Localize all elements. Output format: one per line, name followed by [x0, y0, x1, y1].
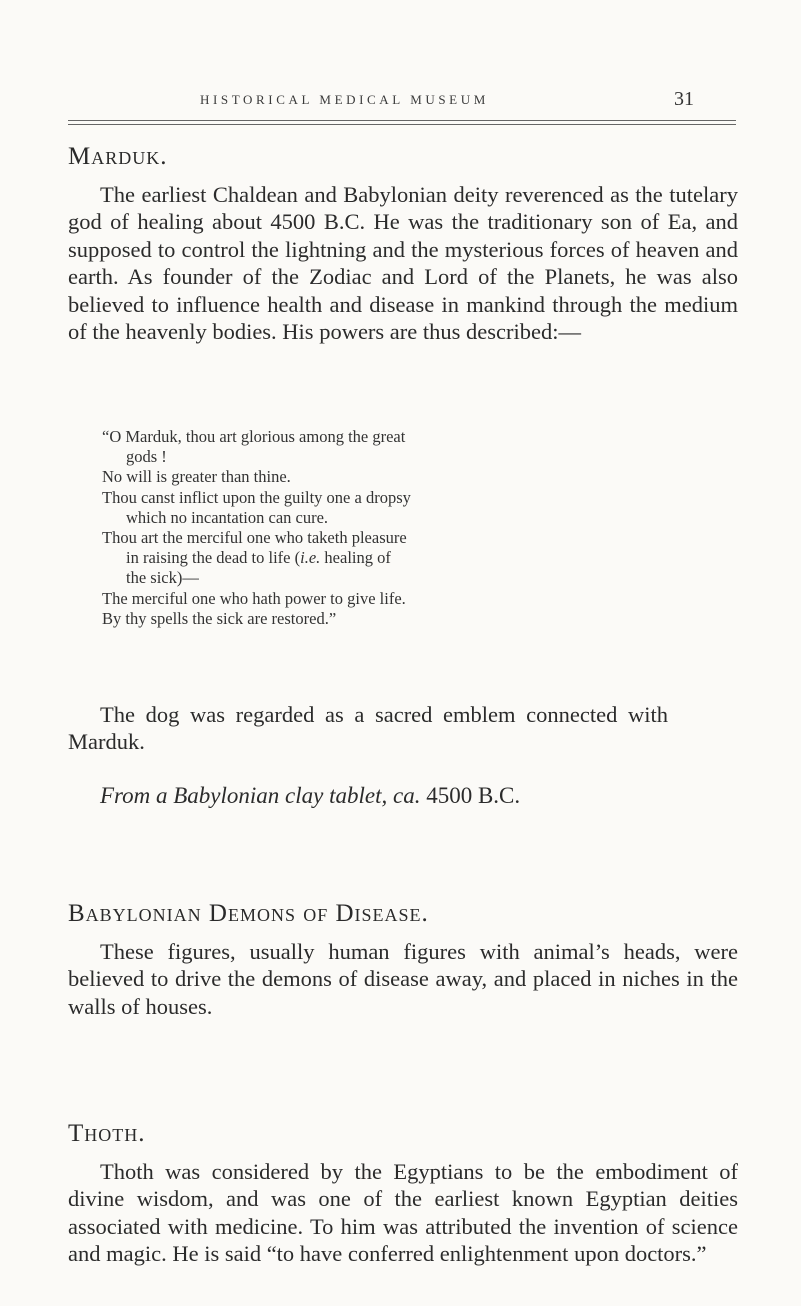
header-rule-top [68, 120, 736, 121]
page-number: 31 [674, 88, 694, 110]
marduk-caption [100, 783, 520, 809]
quote-fragment: in raising the dead to life ( [126, 548, 301, 568]
quote-line: No will is greater than thine. [102, 467, 291, 487]
quote-line: The merciful one who hath power to give life. [102, 588, 406, 608]
quote-ie: i.e. [300, 548, 321, 568]
quote-line [102, 548, 722, 568]
header-rule-bottom [68, 124, 736, 125]
paragraph-marduk: The earliest Chaldean and Babylonian deity reverenced as the tutelary god of healing about 4500 B.C. He was the traditionary son of Ea, and supposed to control the lightning and the mysterious forces of heaven and earth. As founder of the Zodiac and Lord of the Planets, he was also believed to influence health and disease in mankind through the medium of the heavenly bodies. His powers are thus described:— [68, 182, 738, 345]
quote-line: By thy spells the sick are restored.” [102, 608, 337, 628]
quote-fragment: healing of [320, 548, 391, 568]
heading-marduk: Marduk. [68, 143, 168, 170]
caption-date: 4500 B.C. [420, 783, 521, 808]
quote-line: which no incantation can cure. [126, 507, 329, 527]
quote-line: the sick)— [126, 568, 199, 588]
marduk-quotation [102, 427, 722, 629]
quote-line: “O Marduk, thou art glorious among the great [102, 427, 406, 446]
heading-demons: Babylonian Demons of Disease. [68, 900, 429, 927]
paragraph-thoth: Thoth was considered by the Egyptians to be the embodiment of divine wisdom, and was one of the earliest known Egyptian deities associated with medicine. To him was attributed the invention of science and magic. He is said “to have conferred enlightenment upon doctors.” [68, 1159, 738, 1267]
paragraph-demons: These figures, usually human figures with animal’s heads, were believed to drive the demons of disease away, and placed in niches in the walls of houses. [68, 939, 738, 1019]
paragraph-marduk-dog: The dog was regarded as a sacred emblem connected with Marduk. [68, 702, 668, 755]
quote-line: gods ! [126, 447, 167, 467]
heading-thoth: Thoth. [68, 1120, 146, 1147]
running-head: HISTORICAL MEDICAL MUSEUM [200, 92, 489, 107]
caption-source: From a Babylonian clay tablet, ca. [100, 783, 421, 808]
quote-line: Thou art the merciful one who taketh pleasure [102, 528, 407, 548]
quote-line: Thou canst inflict upon the guilty one a dropsy [102, 487, 411, 507]
